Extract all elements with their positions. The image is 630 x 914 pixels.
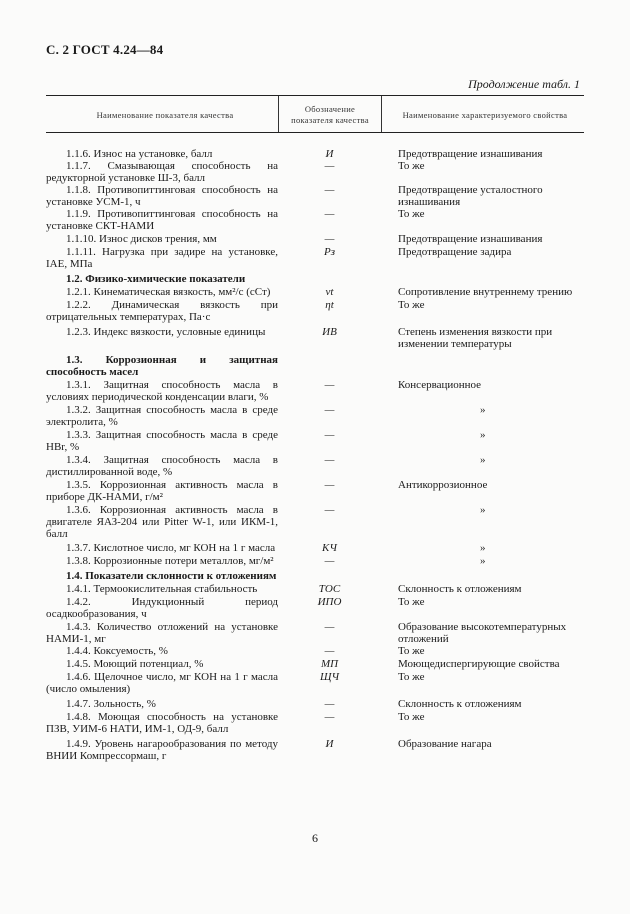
- indicator-name: 1.4.1. Термоокислительная стабильность: [66, 583, 258, 595]
- table-row: [46, 555, 584, 567]
- characterized-property: »: [480, 555, 486, 567]
- characterized-property: Образование нагара: [398, 738, 492, 750]
- characterized-property: Степень изменения вязкости при изменении температуры: [398, 326, 553, 350]
- table-row: [46, 479, 584, 503]
- characterized-property: »: [480, 429, 486, 441]
- characterized-property: То же: [398, 299, 425, 311]
- indicator-symbol: —: [324, 404, 335, 416]
- table-row: [46, 583, 584, 595]
- table-section-row: [46, 570, 584, 582]
- table-row: [46, 738, 584, 762]
- indicator-symbol: —: [324, 645, 335, 657]
- table-row: [46, 208, 584, 232]
- indicator-name: 1.2.1. Кинематическая вязкость, мм²/с (сСт): [66, 286, 271, 298]
- indicator-symbol: —: [324, 504, 335, 516]
- indicator-name: 1.4.2. Индукционный период осадкообразования, ч: [46, 596, 278, 620]
- indicator-name: 1.1.9. Противопиттинговая способность на установке СКТ-НАМИ: [46, 208, 278, 232]
- characterized-property: Предотвращение изнашивания: [398, 233, 543, 245]
- table-row: [46, 698, 584, 710]
- characterized-property: [381, 570, 584, 582]
- indicator-symbol: —: [324, 160, 335, 172]
- table-row: [46, 379, 584, 403]
- indicator-name: 1.3.7. Кислотное число, мг КОН на 1 г масла: [66, 542, 276, 554]
- characterized-property: Склонность к отложениям: [398, 583, 522, 595]
- indicator-name: 1.4.3. Количество отложений на установке НАМИ-1, мг: [46, 621, 278, 645]
- indicator-name: 1.4.5. Моющий потенциал, %: [66, 658, 204, 670]
- indicator-symbol: И: [325, 148, 334, 160]
- table-row: [46, 404, 584, 428]
- table-row: [46, 671, 584, 695]
- indicator-name: 1.3.1. Защитная способность масла в условиях периодической конденсации влаги, %: [46, 379, 278, 403]
- indicator-name: 1.1.8. Противопиттинговая способность на установке УСМ-1, ч: [46, 184, 278, 208]
- indicator-symbol: [278, 354, 381, 378]
- indicator-name: 1.4. Показатели склонности к отложениям: [66, 570, 277, 582]
- table-section-row: [46, 354, 584, 378]
- table-row: [46, 286, 584, 298]
- indicator-name: 1.1.11. Нагрузка при задире на установке, IAE, МПа: [46, 246, 278, 270]
- characterized-property: То же: [398, 596, 425, 608]
- characterized-property: Предотвращение изнашивания: [398, 148, 543, 160]
- indicator-name: 1.4.8. Моющая способность на установке ПЗВ, УИМ-6 НАТИ, ИМ-1, ОД-9, балл: [46, 711, 278, 735]
- indicator-symbol: ЩЧ: [319, 671, 340, 683]
- characterized-property: Сопротивление внутреннему трению: [398, 286, 573, 298]
- indicator-name: 1.2.3. Индекс вязкости, условные единицы: [66, 326, 266, 338]
- table-body: [46, 148, 584, 762]
- indicator-symbol: МП: [320, 658, 339, 670]
- indicator-symbol: —: [324, 208, 335, 220]
- indicator-symbol: ТОС: [318, 583, 341, 595]
- indicator-name: 1.3.5. Коррозионная активность масла в приборе ДК-НАМИ, г/м²: [46, 479, 278, 503]
- table-row: [46, 504, 584, 540]
- indicator-name: 1.3.6. Коррозионная активность масла в двигателе ЯАЗ-204 или Pitter W-1, или ИКМ-1, балл: [46, 504, 278, 540]
- table-row: [46, 429, 584, 453]
- indicator-symbol: —: [324, 429, 335, 441]
- table-row: [46, 184, 584, 208]
- indicator-symbol: КЧ: [322, 542, 337, 554]
- indicator-symbol: —: [324, 379, 335, 391]
- characterized-property: »: [480, 454, 486, 466]
- column-header-symbol: Обозначение показателя качества: [291, 104, 369, 125]
- indicator-symbol: —: [324, 698, 335, 710]
- indicator-name: 1.3. Коррозионная и защитная способность масел: [46, 354, 278, 378]
- characterized-property: »: [480, 404, 486, 416]
- table-row: [46, 645, 584, 657]
- table-row: [46, 621, 584, 645]
- table-row: [46, 233, 584, 245]
- indicator-symbol: —: [324, 621, 335, 633]
- indicator-name: 1.2.2. Динамическая вязкость при отрицательных температурах, Па·с: [46, 299, 278, 323]
- table-row: [46, 454, 584, 478]
- characterized-property: То же: [398, 645, 425, 657]
- indicator-name: 1.3.2. Защитная способность масла в среде электролита, %: [46, 404, 278, 428]
- indicator-symbol: ИВ: [322, 326, 337, 338]
- column-divider-1: [278, 96, 279, 132]
- indicator-name: 1.4.6. Щелочное число, мг КОН на 1 г масла (число омыления): [46, 671, 278, 695]
- table-row: [46, 160, 584, 184]
- characterized-property: Предотвращение усталостного изнашивания: [398, 184, 543, 208]
- table-row: [46, 299, 584, 323]
- indicator-symbol: ηt: [325, 299, 334, 311]
- characterized-property: Образование высокотемпературных отложений: [398, 621, 567, 645]
- characterized-property: То же: [398, 208, 425, 220]
- indicator-symbol: И: [325, 738, 334, 750]
- characterized-property: »: [480, 542, 486, 554]
- indicator-symbol: —: [324, 555, 335, 567]
- table-row: [46, 542, 584, 554]
- characterized-property: То же: [398, 160, 425, 172]
- page-header: С. 2 ГОСТ 4.24—84: [46, 42, 164, 57]
- column-header-property: Наименование характеризуемого свойства: [402, 110, 568, 120]
- indicator-symbol: —: [324, 233, 335, 245]
- indicator-name: 1.2. Физико-химические показатели: [66, 273, 246, 285]
- indicator-name: 1.1.7. Смазывающая способность на редукторной установке Ш-3, балл: [46, 160, 278, 184]
- table-row: [46, 326, 584, 350]
- table-section-row: [46, 273, 584, 285]
- indicator-symbol: —: [324, 479, 335, 491]
- characterized-property: То же: [398, 711, 425, 723]
- table-top-rule: [46, 95, 584, 96]
- indicator-name: 1.3.3. Защитная способность масла в среде HBr, %: [46, 429, 278, 453]
- characterized-property: Консервационное: [398, 379, 482, 391]
- characterized-property: Предотвращение задира: [398, 246, 512, 258]
- characterized-property: Антикоррозионное: [398, 479, 488, 491]
- indicator-symbol: —: [324, 454, 335, 466]
- characterized-property: То же: [398, 671, 425, 683]
- table-row: [46, 711, 584, 735]
- indicator-name: 1.1.10. Износ дисков трения, мм: [66, 233, 217, 245]
- indicator-name: 1.4.9. Уровень нагарообразования по методу ВНИИ Компрессормаш, г: [46, 738, 278, 762]
- characterized-property: [381, 273, 584, 285]
- indicator-name: 1.4.7. Зольность, %: [66, 698, 156, 710]
- indicator-name: 1.1.6. Износ на установке, балл: [66, 148, 213, 160]
- indicator-name: 1.3.4. Защитная способность масла в дистиллированной воде, %: [46, 454, 278, 478]
- table-continuation-note: Продолжение табл. 1: [468, 77, 580, 91]
- indicator-symbol: Pз: [323, 246, 335, 258]
- indicator-symbol: [278, 570, 381, 582]
- characterized-property: »: [480, 504, 486, 516]
- indicator-symbol: —: [324, 184, 335, 196]
- indicator-name: 1.3.8. Коррозионные потери металлов, мг/м²: [66, 555, 274, 567]
- table-row: [46, 596, 584, 620]
- table-row: [46, 148, 584, 160]
- indicator-symbol: —: [324, 711, 335, 723]
- indicator-name: 1.4.4. Коксуемость, %: [66, 645, 168, 657]
- page-number: 6: [312, 831, 318, 845]
- indicator-symbol: νt: [325, 286, 334, 298]
- column-header-name: Наименование показателя качества: [96, 110, 234, 120]
- table-header-rule: [46, 132, 584, 133]
- characterized-property: Склонность к отложениям: [398, 698, 522, 710]
- column-divider-2: [381, 96, 382, 132]
- indicator-symbol: [278, 273, 381, 285]
- characterized-property: Моющедиспергирующие свойства: [398, 658, 560, 670]
- table-row: [46, 246, 584, 270]
- table-row: [46, 658, 584, 670]
- indicator-symbol: ИПО: [317, 596, 342, 608]
- characterized-property: [381, 354, 584, 378]
